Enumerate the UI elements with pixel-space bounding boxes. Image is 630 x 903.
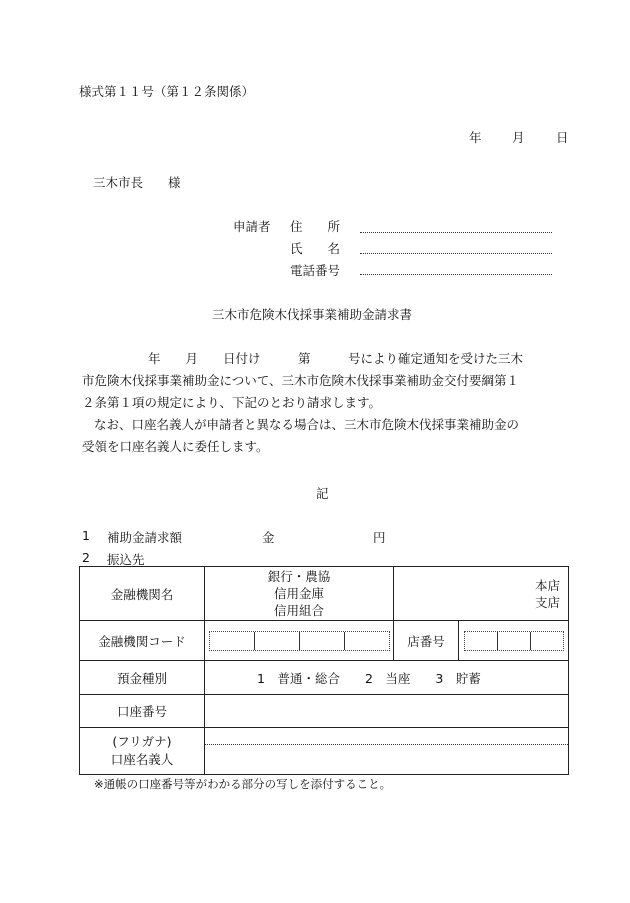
account-holder-label: 口座名義人 [110,752,174,767]
bank-type-1: 銀行・農協 [267,569,331,584]
phone-label: 電話番号 [290,263,341,278]
account-holder-cell[interactable] [205,728,569,775]
body-line-1: 年 月 日付け 第 号により確定通知を受けた三木 [148,351,524,366]
phone-field[interactable] [360,274,552,275]
account-number-row [80,695,569,728]
account-number-label: 口座番号 [80,695,205,728]
deposit-type-label: 預金種別 [80,661,205,695]
item-2-label: 振込先 [107,552,145,567]
account-number-cell[interactable] [205,695,569,728]
branch-type-branch: 支店 [535,594,561,610]
address-field[interactable] [360,232,552,233]
form-number: 様式第１１号（第１２条関係） [79,84,255,99]
furigana-divider [205,744,568,745]
deposit-type-row [80,661,569,695]
bank-code-label: 金融機関コード [80,621,205,661]
addressee: 三木市長 様 [93,175,181,190]
body-line-4: なお、口座名義人が申請者と異なる場合は、三木市危険木伐採事業補助金の [94,417,520,432]
item-1-number: 1 [82,528,90,543]
date-month: 月 [512,130,525,145]
branch-type-main: 本店 [535,577,561,593]
branch-code-label: 店番号 [394,621,459,661]
bank-type-2: 信用金庫 [273,586,324,601]
date-year: 年 [469,130,482,145]
item-1-label: 補助金請求額 [107,530,183,545]
ki-heading: 記 [316,486,329,501]
item-1-yen: 円 [373,530,386,545]
bank-transfer-table [79,566,569,775]
bank-name-row [80,567,569,621]
name-field[interactable] [360,253,552,254]
bank-type-3: 信用組合 [273,603,324,618]
applicant-label: 申請者 [233,219,271,234]
bank-code-boxes[interactable] [209,631,390,651]
furigana-label: (フリガナ) [112,734,172,749]
branch-code-boxes[interactable] [464,631,564,651]
document-title: 三木市危険木伐採事業補助金請求書 [212,307,413,322]
body-line-5: 受領を口座名義人に委任します。 [82,439,269,454]
attachment-note: ※通帳の口座番号等がわかる部分の写しを添付すること。 [94,777,392,791]
branch-type-cell[interactable] [394,567,569,621]
address-label: 住 所 [290,219,341,234]
deposit-type-options[interactable]: 1 普通・総合 2 当座 3 貯蓄 [205,661,569,695]
bank-code-row [80,621,569,661]
account-holder-row [80,728,569,775]
bank-type-cell[interactable] [205,567,394,621]
bank-name-label: 金融機関名 [80,567,205,621]
branch-code-cell[interactable] [459,621,569,661]
body-line-2: 市危険木伐採事業補助金について、三木市危険木伐採事業補助金交付要綱第１ [82,373,520,388]
account-holder-label-cell [80,728,205,775]
item-1-kin: 金 [262,530,275,545]
date-day: 日 [556,130,569,145]
item-2-number: 2 [82,550,90,565]
name-label: 氏 名 [290,241,341,256]
bank-code-cell[interactable] [205,621,394,661]
body-line-3: ２条第１項の規定により、下記のとおり請求します。 [82,395,382,410]
